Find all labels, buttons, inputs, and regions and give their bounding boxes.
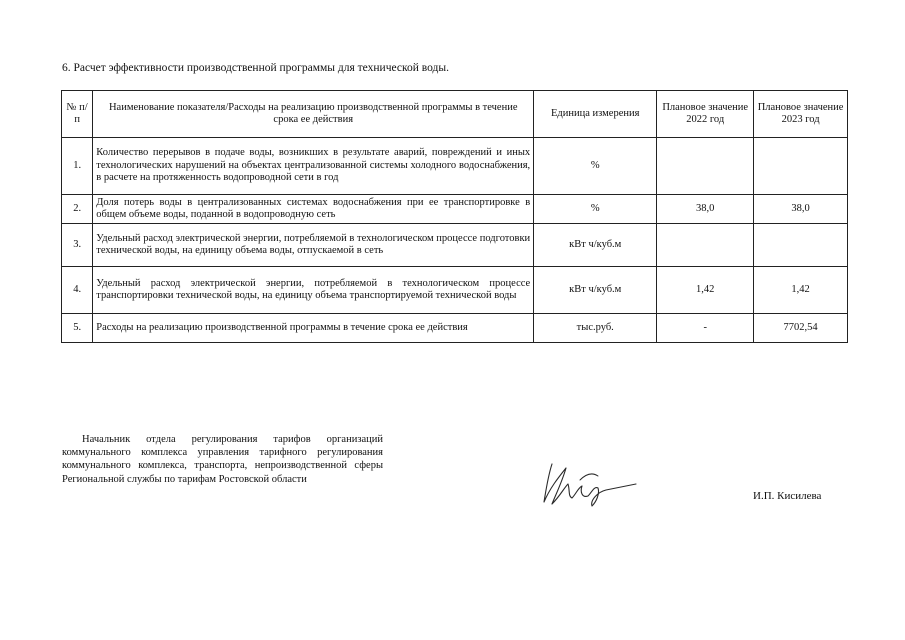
- signer-name: И.П. Кисилева: [753, 490, 822, 502]
- handwritten-signature-icon: [540, 458, 640, 512]
- row-unit: кВт ч/куб.м: [534, 267, 657, 314]
- row-value-2022: 38,0: [657, 195, 754, 224]
- row-num: 1.: [62, 138, 93, 195]
- header-value-2023: Плановое значение 2023 год: [754, 91, 848, 138]
- row-name: Удельный расход электрической энергии, потребляемой в технологическом процессе транспортировки технической воды, на единицу объема транспортируемой технической воды: [93, 267, 534, 314]
- row-name: Расходы на реализацию производственной программы в течение срока ее действия: [93, 314, 534, 343]
- row-num: 5.: [62, 314, 93, 343]
- row-value-2023: 1,42: [754, 267, 848, 314]
- table-row: [62, 138, 848, 195]
- row-name: Удельный расход электрической энергии, потребляемой в технологическом процессе подготовки технической воды, на единицу объема воды, отпускаемой в сеть: [93, 224, 534, 267]
- row-value-2022: 1,42: [657, 267, 754, 314]
- row-unit: %: [534, 195, 657, 224]
- row-value-2023: 7702,54: [754, 314, 848, 343]
- header-value-2022: Плановое значение 2022 год: [657, 91, 754, 138]
- section-heading: 6. Расчет эффективности производственной программы для технической воды.: [62, 62, 449, 74]
- table-row: [62, 267, 848, 314]
- table-row: [62, 195, 848, 224]
- efficiency-table: [61, 90, 848, 343]
- row-num: 3.: [62, 224, 93, 267]
- row-value-2023: [754, 138, 848, 195]
- row-value-2022: [657, 138, 754, 195]
- row-value-2022: [657, 224, 754, 267]
- row-unit: %: [534, 138, 657, 195]
- row-name: Доля потерь воды в централизованных системах водоснабжения при ее транспортировке в общем объеме воды, поданной в водопроводную сеть: [93, 195, 534, 224]
- header-num: № п/п: [62, 91, 93, 138]
- row-unit: кВт ч/куб.м: [534, 224, 657, 267]
- row-value-2023: 38,0: [754, 195, 848, 224]
- row-value-2022: -: [657, 314, 754, 343]
- header-unit: Единица измерения: [534, 91, 657, 138]
- table-header-row: [62, 91, 848, 138]
- table-row: [62, 224, 848, 267]
- row-num: 4.: [62, 267, 93, 314]
- row-num: 2.: [62, 195, 93, 224]
- row-unit: тыс.руб.: [534, 314, 657, 343]
- row-name: Количество перерывов в подаче воды, возникших в результате аварий, повреждений и иных технологических нарушений на объектах централизованной системы холодного водоснабжения, в расчете на протяженность водопроводной сети в год: [93, 138, 534, 195]
- header-name: Наименование показателя/Расходы на реализацию производственной программы в течение срока ее действия: [93, 91, 534, 138]
- table-row: [62, 314, 848, 343]
- signatory-position: Начальник отдела регулирования тарифов организаций коммунального комплекса управления тарифного регулирования коммунального комплекса, транспорта, непроизводственной сферы Региональной службы по тарифам Ростовской области: [62, 434, 383, 485]
- row-value-2023: [754, 224, 848, 267]
